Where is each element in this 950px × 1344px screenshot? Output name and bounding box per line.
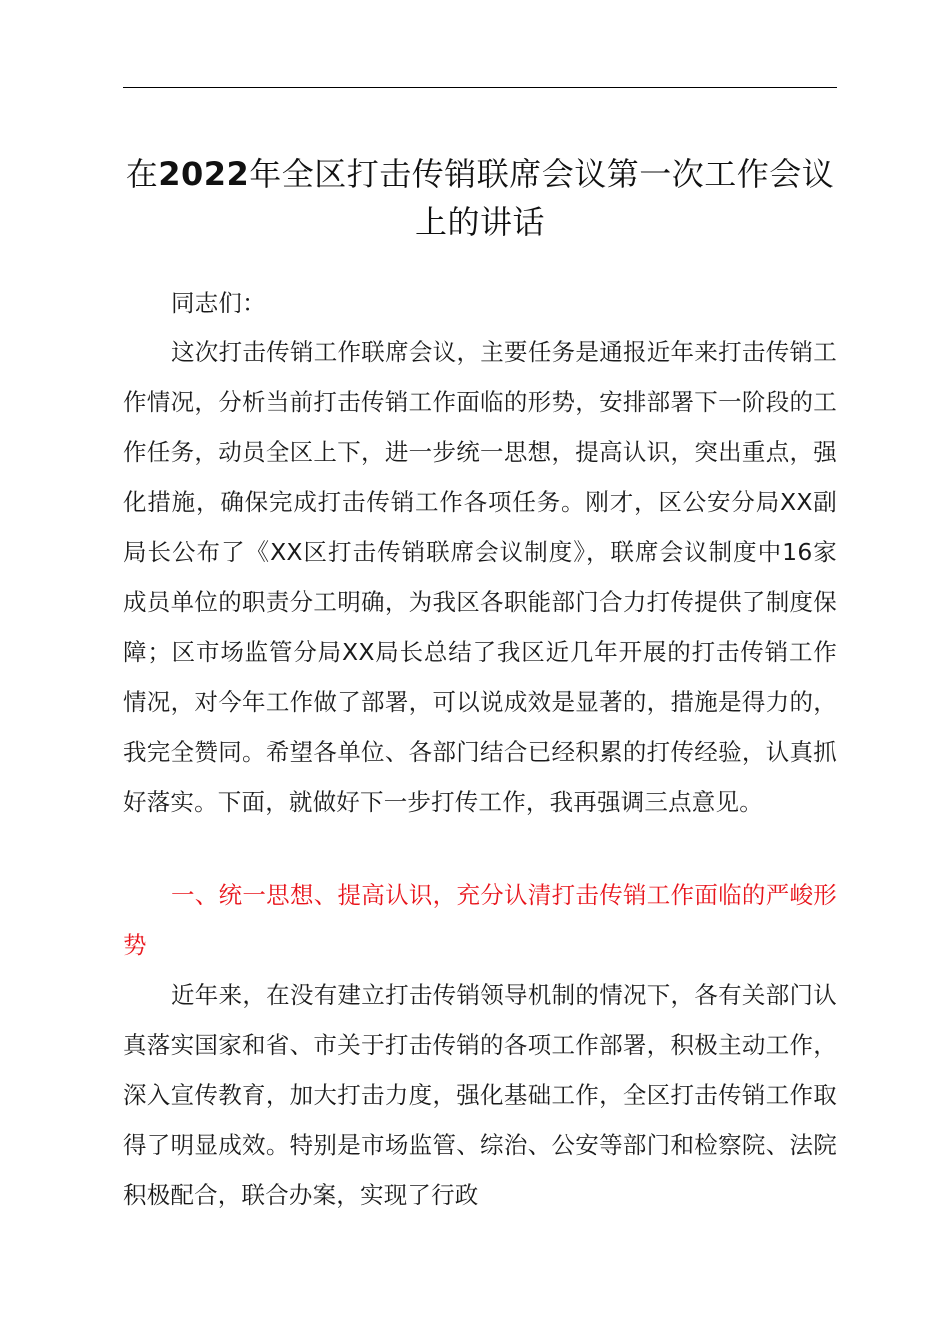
paragraph-intro: 这次打击传销工作联席会议，主要任务是通报近年来打击传销工作情况，分析当前打击传销工作面临的形势，安排部署下一阶段的工作任务，动员全区上下，进一步统一思想，提高认识，突出重点，强化措施，确保完成打击传销工作各项任务。刚才，区公安分局XX副局长公布了《XX区打击传销联席会议制度》，联席会议制度中16家成员单位的职责分工明确，为我区各职能部门合力打传提供了制度保障；区市场监管分局XX局长总结了我区近几年开展的打击传销工作情况，对今年工作做了部署，可以说成效是显著的，措施是得力的，我完全赞同。希望各单位、各部门结合已经积累的打传经验，认真抓好落实。下面，就做好下一步打传工作，我再强调三点意见。 (123, 338, 837, 816)
paragraph-section-1: 近年来，在没有建立打击传销领导机制的情况下，各有关部门认真落实国家和省、市关于打击传销的各项工作部署，积极主动工作，深入宣传教育，加大打击力度，强化基础工作，全区打击传销工作取得了明显成效。特别是市场监管、综治、公安等部门和检察院、法院积极配合，联合办案，实现了行政 (123, 981, 837, 1209)
section-heading-1: 一、统一思想、提高认识，充分认清打击传销工作面临的严峻形势 (123, 881, 837, 959)
header-rule (123, 87, 837, 88)
title-suffix: 年全区打击传销联席会议第一次工作会议上的讲话 (249, 155, 835, 241)
document-title (110, 150, 850, 246)
greeting: 同志们： (171, 289, 266, 317)
title-prefix: 在 (125, 155, 159, 193)
title-year: 2022 (158, 155, 250, 193)
